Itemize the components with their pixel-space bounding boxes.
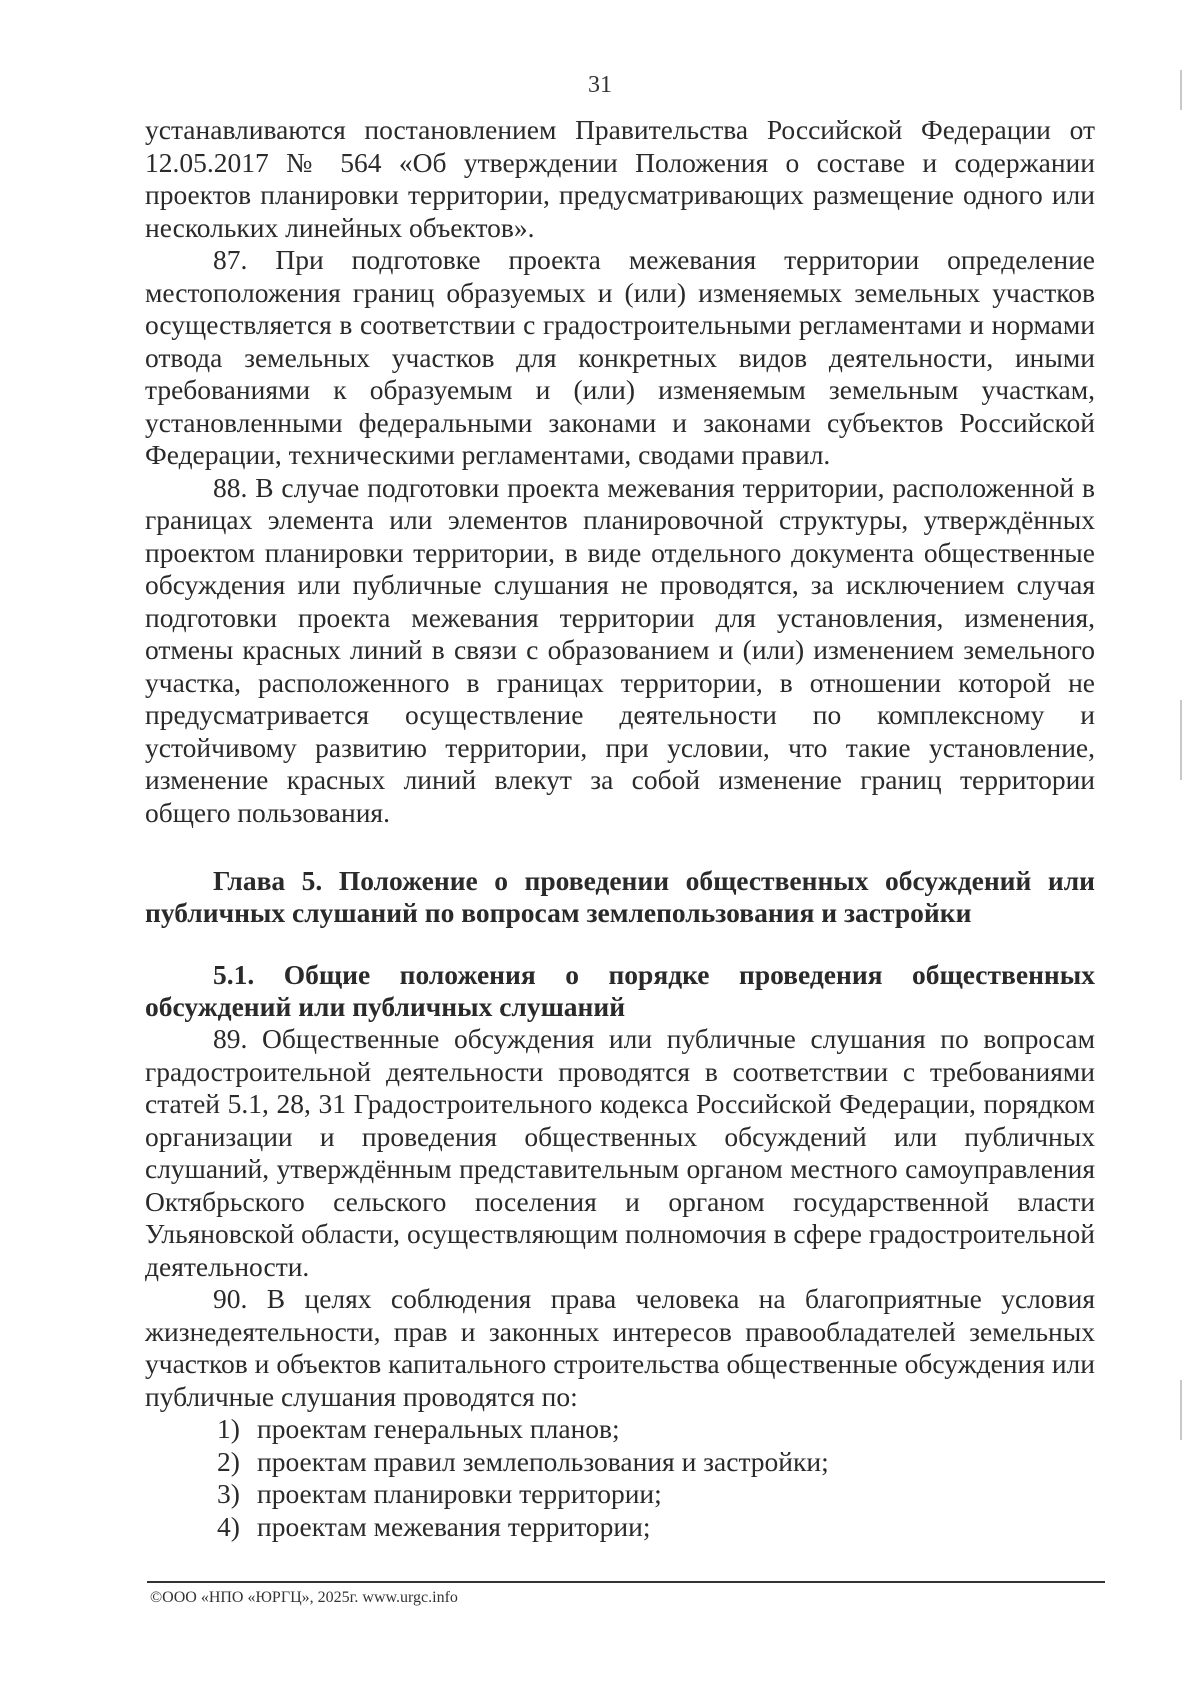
paragraph-89: 89. Общественные обсуждения или публичные слушания по вопросам градостроительной деятельности проводятся в соответствии с требованиями статей 5.1, 28, 31 Градостроительного кодекса Российской Федерации, порядком организации и проведения общественных обсуждений или публичных слушаний, утверждённым представительным органом местного самоуправления Октябрьского сельского поселения и органом государственной власти Ульяновской области, осуществляющим полномочия в сфере градостроительной деятельности. [145, 1023, 1095, 1282]
scan-edge-mark [1180, 1380, 1182, 1440]
list-item [145, 1413, 1095, 1446]
list-item-number: 4) [217, 1510, 240, 1542]
list-item [145, 1478, 1095, 1511]
section-title: 5.1. Общие положения о порядке проведения общественных обсуждений или публичных слушаний [145, 959, 1095, 1022]
scan-edge-mark [1180, 700, 1182, 780]
list-item-number: 1) [217, 1413, 240, 1444]
list-item-text: проектам правил землепользования и застройки; [257, 1445, 829, 1477]
list-item-number: 3) [217, 1478, 240, 1509]
footer-copyright: ©ООО «НПО «ЮРГЦ», 2025г. www.urgc.info [150, 1589, 458, 1606]
scan-edge-mark [1180, 70, 1182, 110]
paragraph-90: 90. В целях соблюдения права человека на благоприятные условия жизнедеятельности, прав и законных интересов правообладателей земельных участков и объектов капитального строительства общественные обсуждения или публичные слушания проводятся по: [145, 1283, 1095, 1412]
page-number: 31 [588, 72, 612, 98]
list-item-number: 2) [217, 1445, 240, 1477]
chapter-title: Глава 5. Положение о проведении общественных обсуждений или публичных слушаний по вопросам землепользования и застройки [145, 865, 1095, 928]
document-body [145, 114, 1095, 1543]
paragraph-continuation: устанавливаются постановлением Правительства Российской Федерации от 12.05.2017 № 564 «Об утверждении Положения о составе и содержании проектов планировки территории, предусматривающих размещение одного или нескольких линейных объектов». [145, 114, 1095, 243]
list-item [145, 1446, 1095, 1479]
paragraph-88: 88. В случае подготовки проекта межевания территории, расположенной в границах элемента или элементов планировочной структуры, утверждённых проектом планировки территории, в виде отдельного документа общественные обсуждения или публичные слушания не проводятся, за исключением случая подготовки проекта межевания территории для установления, изменения, отмены красных линий в связи с образованием и (или) изменением земельного участка, расположенного в границах территории, в отношении которой не предусматривается осуществление деятельности по комплексному и устойчивому развитию территории, при условии, что такие установление, изменение красных линий влекут за собой изменение границ территории общего пользования. [145, 471, 1095, 828]
list-item-text: проектам межевания территории; [257, 1510, 651, 1542]
list-item-text: проектам планировки территории; [257, 1478, 662, 1509]
list-item [145, 1511, 1095, 1544]
projects-list [145, 1413, 1095, 1543]
list-item-text: проектам генеральных планов; [257, 1413, 620, 1444]
paragraph-87: 87. При подготовке проекта межевания территории определение местоположения границ образуемых и (или) изменяемых земельных участков осуществляется в соответствии с градостроительными регламентами и нормами отвода земельных участков для конкретных видов деятельности, иными требованиями к образуемым и (или) изменяемым земельным участкам, установленными федеральными законами и законами субъектов Российской Федерации, техническими регламентами, сводами правил. [145, 244, 1095, 470]
footer-divider [147, 1581, 1105, 1583]
